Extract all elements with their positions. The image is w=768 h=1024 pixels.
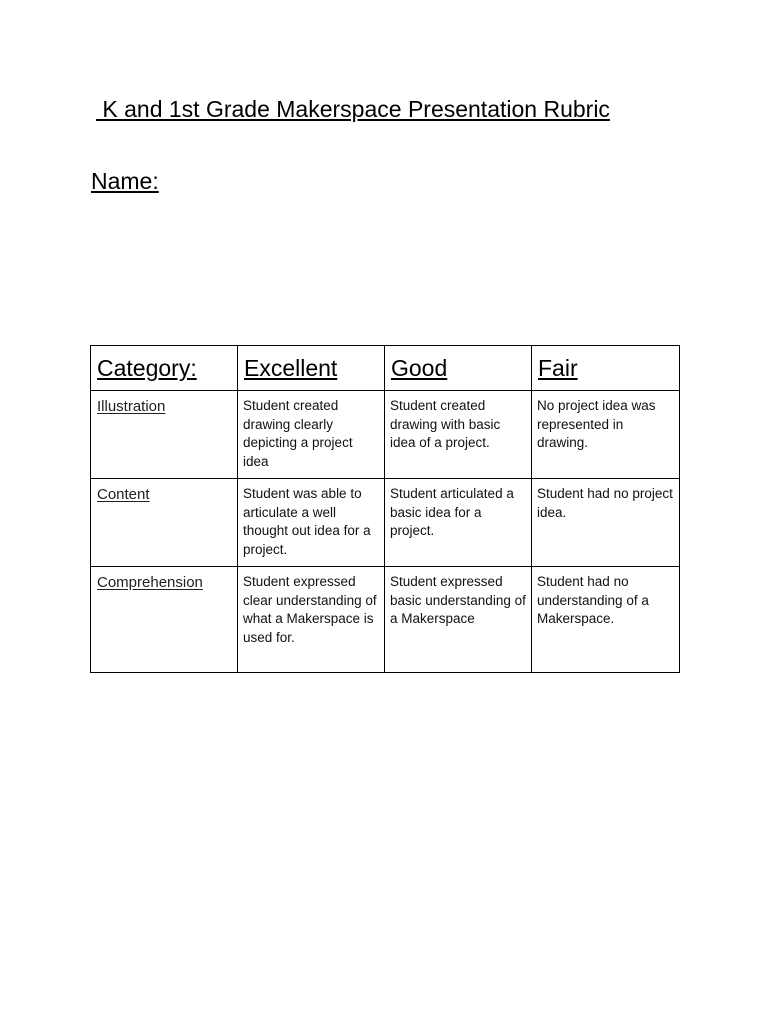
rubric-row-content <box>91 479 680 567</box>
header-category <box>91 346 238 391</box>
header-fair-label: Fair <box>538 355 578 381</box>
comprehension-excellent-text: Student expressed clear understanding of what a Makerspace is used for. <box>243 574 377 645</box>
fair-cell <box>532 391 680 479</box>
good-cell <box>385 479 532 567</box>
category-content: Content <box>97 486 150 503</box>
illustration-excellent-text: Student created drawing clearly depicting a project idea <box>243 398 353 469</box>
header-category-label: Category: <box>97 355 197 381</box>
rubric-row-illustration <box>91 391 680 479</box>
good-cell <box>385 391 532 479</box>
header-fair <box>532 346 680 391</box>
category-comprehension: Comprehension <box>97 574 203 591</box>
rubric-header-row <box>91 346 680 391</box>
content-fair-text: Student had no project idea. <box>537 486 673 520</box>
rubric-row-comprehension <box>91 567 680 673</box>
good-cell <box>385 567 532 673</box>
header-excellent <box>238 346 385 391</box>
header-good-label: Good <box>391 355 448 381</box>
rubric-table <box>90 345 680 673</box>
content-excellent-text: Student was able to articulate a well thought out idea for a project. <box>243 486 371 557</box>
category-illustration: Illustration <box>97 398 166 415</box>
excellent-cell <box>238 391 385 479</box>
excellent-cell <box>238 567 385 673</box>
comprehension-fair-text: Student had no understanding of a Makerspace. <box>537 574 649 626</box>
illustration-fair-text: No project idea was represented in drawing. <box>537 398 656 450</box>
category-cell <box>91 567 238 673</box>
comprehension-good-text: Student expressed basic understanding of a Makerspace <box>390 574 526 626</box>
name-label: Name: <box>91 168 159 194</box>
page-title: K and 1st Grade Makerspace Presentation Rubric <box>96 96 610 122</box>
excellent-cell <box>238 479 385 567</box>
content-good-text: Student articulated a basic idea for a project. <box>390 486 514 538</box>
header-excellent-label: Excellent <box>244 355 338 381</box>
header-good <box>385 346 532 391</box>
category-cell <box>91 479 238 567</box>
fair-cell <box>532 479 680 567</box>
category-cell <box>91 391 238 479</box>
illustration-good-text: Student created drawing with basic idea of a project. <box>390 398 501 450</box>
fair-cell <box>532 567 680 673</box>
